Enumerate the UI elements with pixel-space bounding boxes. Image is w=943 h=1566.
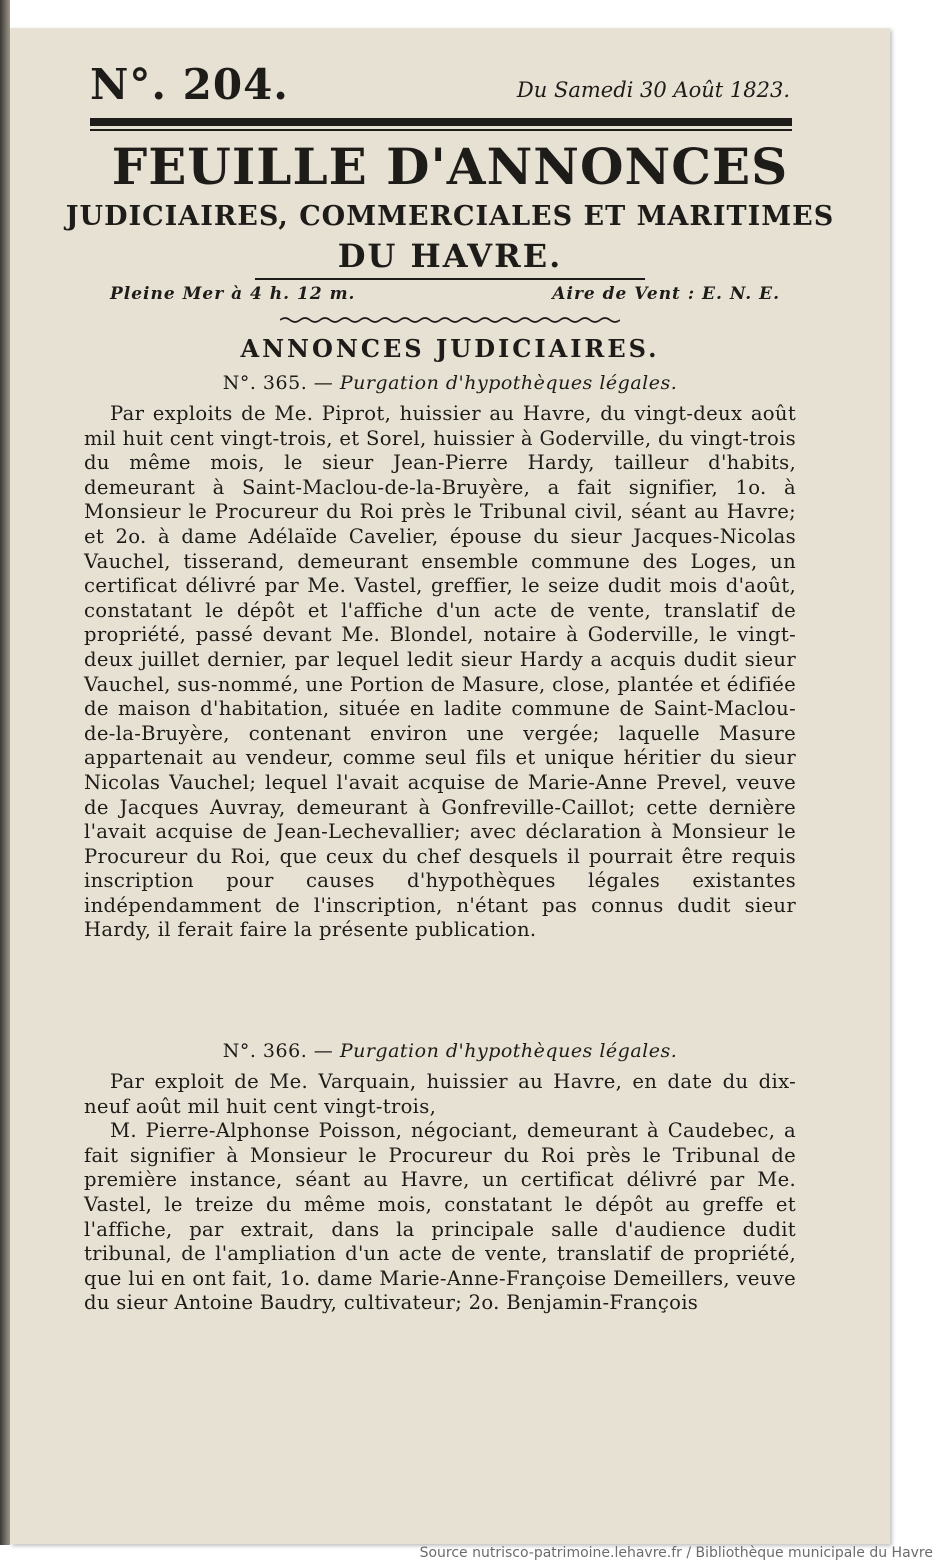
notice-heading: [10, 372, 890, 394]
tide-info: [110, 284, 780, 314]
notice-paragraph: M. Pierre-Alphonse Poisson, négociant, demeurant à Caudebec, a fait signifier à Monsieur le Procureur du Roi près le Tribunal de première instance, séant au Havre, un certificat délivré par Me. Vastel, le treize du même mois, constatant le dépôt au greffe et l'affiche, par extrait, dans la principale salle d'audience dudit tribunal, de l'ampliation d'un acte de vente, translatif de propriété, que lui en ont fait, 1o. dame Marie-Anne-Françoise Demeillers, veuve du sieur Antoine Baudry, cultivateur; 2o. Benjamin-François: [84, 1119, 796, 1315]
notice-title: — Purgation d'hypothèques légales.: [313, 1040, 678, 1062]
header-rule-thick: [90, 118, 792, 126]
notice-paragraph: Par exploits de Me. Piprot, huissier au Havre, du vingt-deux août mil huit cent vingt-trois, et Sorel, huissier à Goderville, du vingt-trois du même mois, le sieur Jean-Pierre Hardy, tailleur d'habits, demeurant à Saint-Maclou-de-la-Bruyère, a fait signifier, 1o. à Monsieur le Procureur du Roi près le Tribunal civil, séant au Havre; et 2o. à dame Adélaïde Cavelier, épouse du sieur Jacques-Nicolas Vauchel, tisserand, demeurant ensemble commune des Loges, un certificat délivré par Me. Vastel, greffier, le seize dudit mois d'août, constatant le dépôt et l'affiche d'un acte de vente, translatif de propriété, passé devant Me. Blondel, notaire à Goderville, le vingt-deux juillet dernier, par lequel ledit sieur Hardy a acquis dudit sieur Vauchel, sus-nommé, une Portion de Masure, close, plantée et édifiée de maison d'habitation, située en ladite commune de Saint-Maclou-de-la-Bruyère, contenant environ une vergée; laquelle Masure appartenait au vendeur, comme seul fils et unique héritier du sieur Nicolas Vauchel; lequel l'avait acquise de Marie-Anne Prevel, veuve de Jacques Auvray, demeurant à Gonfreville-Caillot; cette dernière l'avait acquise de Jean-Lechevallier; avec déclaration à Monsieur le Procureur du Roi, que ceux du chef desquels il pourrait être requis inscription pour causes d'hypothèques légales existantes indépendamment de l'inscription, n'étant pas connus dudit sieur Hardy, il ferait faire la présente publication.: [84, 402, 796, 942]
notice-heading: [10, 1040, 890, 1062]
notice-number: N°. 365.: [222, 372, 308, 394]
notice-paragraph: Par exploit de Me. Varquain, huissier au Havre, en date du dix-neuf août mil huit cent vingt-trois,: [84, 1070, 796, 1118]
high-tide: Pleine Mer à 4 h. 12 m.: [110, 284, 356, 304]
notice-body: [84, 402, 796, 943]
masthead-subtitle: JUDICIAIRES, COMMERCIALES ET MARITIMES: [65, 201, 835, 232]
source-attribution: Source nutrisco-patrimoine.lehavre.fr / Bibliothèque municipale du Havre: [419, 1545, 933, 1561]
issue-header: [90, 60, 790, 120]
section-title: ANNONCES JUDICIAIRES.: [240, 334, 660, 363]
book-binding-edge: [0, 0, 10, 1545]
newspaper-page: [10, 28, 890, 1544]
notice-title: — Purgation d'hypothèques légales.: [313, 372, 678, 394]
issue-number: N°. 204.: [90, 60, 289, 109]
masthead-rule: [255, 278, 645, 280]
masthead-place: DU HAVRE.: [337, 237, 563, 275]
ornamental-divider: [280, 316, 620, 324]
issue-date: Du Samedi 30 Août 1823.: [516, 78, 790, 102]
header-rule-thin: [90, 129, 792, 131]
masthead-title: FEUILLE D'ANNONCES: [111, 137, 789, 196]
notice-body: [84, 1070, 796, 1316]
notice-number: N°. 366.: [222, 1040, 308, 1062]
wind-direction: Aire de Vent : E. N. E.: [552, 284, 780, 304]
